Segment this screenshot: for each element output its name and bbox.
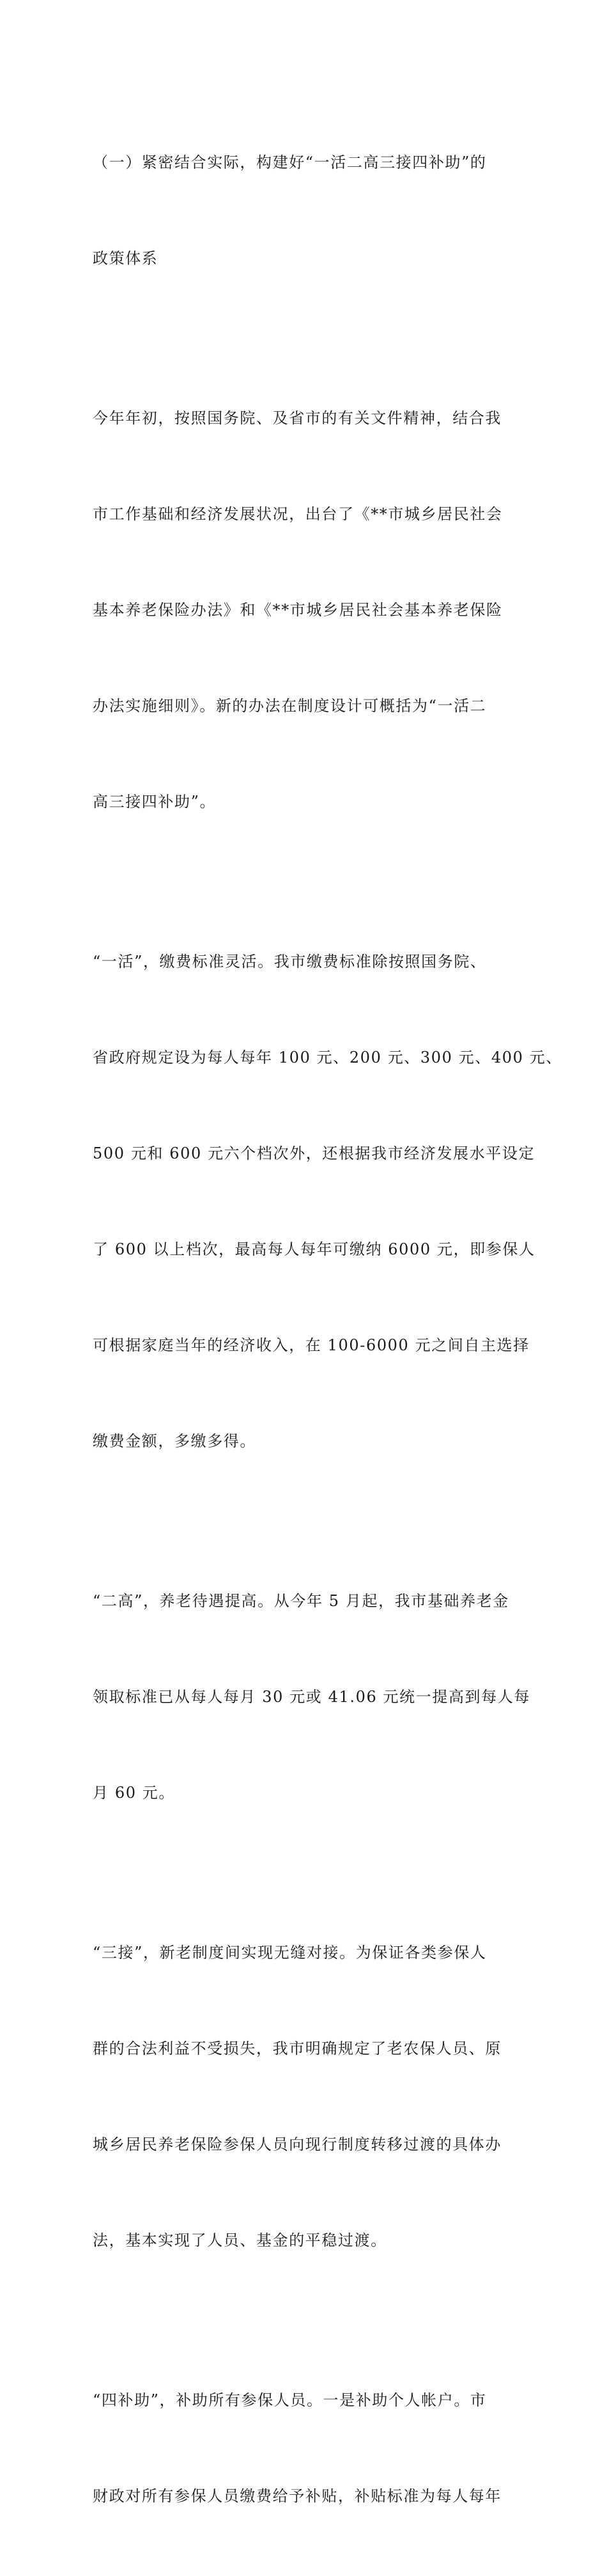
text-line: “三接”，新老制度间实现无缝对接。为保证各类参保人 (93, 1944, 487, 1962)
text-line: 了 600 以上档次，最高每人每年可缴纳 6000 元，即参保人 (93, 1240, 535, 1258)
text-line: 领取标准已从每人每月 30 元或 41.06 元统一提高到每人每 (93, 1688, 530, 1706)
paragraph-er-gao (93, 1521, 530, 1873)
text-line: 财政对所有参保人员缴费给予补贴，补贴标准为每人每年 (93, 2487, 502, 2505)
text-line: 城乡居民养老保险参保人员向现行制度转移过渡的具体办 (93, 2135, 502, 2153)
paragraph-yi-huo (93, 882, 562, 1521)
paragraph-si-buzhu (93, 2320, 518, 2576)
text-line: 市工作基础和经济发展状况，出台了《**市城乡居民社会 (93, 505, 503, 523)
text-line: 月 60 元。 (93, 1784, 175, 1802)
text-line: 今年年初，按照国务院、及省市的有关文件精神，结合我 (93, 409, 502, 427)
heading-line: （一）紧密结合实际，构建好“一活二高三接四补助”的 (93, 153, 487, 171)
heading-line: 政策体系 (93, 249, 158, 267)
text-line: 法，基本实现了人员、基金的平稳过渡。 (93, 2231, 387, 2249)
text-line: 省政府规定设为每人每年 100 元、200 元、300 元、400 元、 (93, 1049, 562, 1066)
text-line: 高三接四补助”。 (93, 793, 217, 811)
text-line: 基本养老保险办法》和《**市城乡居民社会基本养老保险 (93, 601, 503, 619)
paragraph-intro (93, 338, 518, 882)
text-line: “一活”，缴费标准灵活。我市缴费标准除按照国务院、 (93, 953, 487, 971)
text-line: 可根据家庭当年的经济收入，在 100-6000 元之间自主选择 (93, 1336, 530, 1354)
section-heading (93, 82, 518, 338)
text-line: “四补助”，补助所有参保人员。一是补助个人帐户。市 (93, 2391, 487, 2409)
paragraph-san-jie (93, 1873, 518, 2320)
document-page (93, 82, 562, 2576)
text-line: 缴费金额，多缴多得。 (93, 1432, 256, 1450)
text-line: 500 元和 600 元六个档次外，还根据我市经济发展水平设定 (93, 1144, 535, 1162)
text-line: 群的合法利益不受损失，我市明确规定了老农保人员、原 (93, 2040, 502, 2057)
text-line: 办法实施细则》。新的办法在制度设计可概括为“一活二 (93, 697, 487, 715)
text-line: “二高”，养老待遇提高。从今年 5 月起，我市基础养老金 (93, 1592, 509, 1610)
